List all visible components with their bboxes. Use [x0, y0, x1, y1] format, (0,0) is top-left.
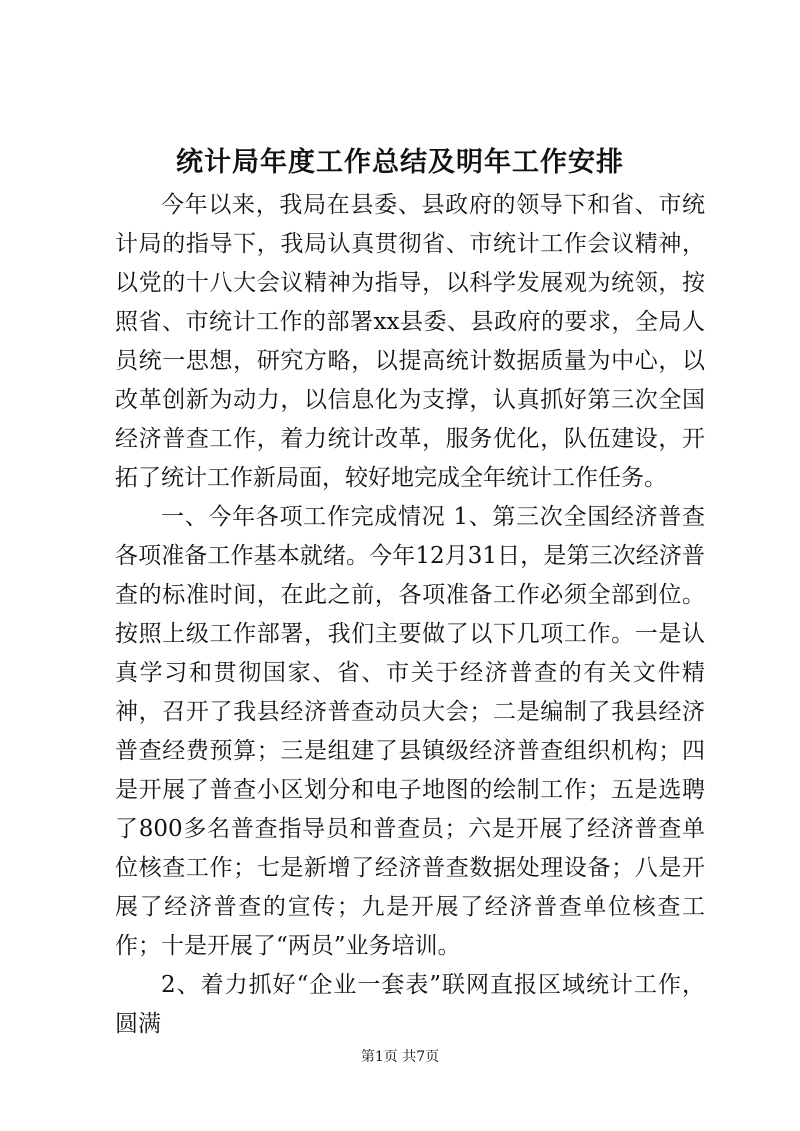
document-title: 统计局年度工作总结及明年工作安排 [176, 147, 624, 178]
paragraph-intro: 今年以来，我局在县委、县政府的领导下和省、市统计局的指导下，我局认真贯彻省、市统计工作会议精神，以党的十八大会议精神为指导，以科学发展观为统领，按照省、市统计工作的部署xx县委、县政府的要求，全局人员统一思想，研究方略，以提高统计数据质量为中心，以改革创新为动力，以信息化为支撑，认真抓好第三次全国经济普查工作，着力统计改革，服务优化，队伍建设，开拓了统计工作新局面，较好地完成全年统计工作任务。 [115, 192, 705, 491]
paragraph-item-two: 2、着力抓好“企业一套表”联网直报区域统计工作，圆满 [115, 972, 705, 1037]
document-body [115, 186, 705, 1044]
page-number-footer: 第1页 共7页 [360, 1049, 440, 1065]
paragraph-section-one: 一、今年各项工作完成情况 1、第三次全国经济普查各项准备工作基本就绪。今年12月31日，是第三次经济普查的标准时间，在此之前，各项准备工作必须全部到位。按照上级工作部署，我们主要做了以下几项工作。一是认真学习和贯彻国家、省、市关于经济普查的有关文件精神，召开了我县经济普查动员大会；二是编制了我县经济普查经费预算；三是组建了县镇级经济普查组织机构；四是开展了普查小区划分和电子地图的绘制工作；五是选聘了800多名普查指导员和普查员；六是开展了经济普查单位核查工作；七是新增了经济普查数据处理设备；八是开展了经济普查的宣传；九是开展了经济普查单位核查工作；十是开展了“两员”业务培训。 [115, 504, 705, 959]
